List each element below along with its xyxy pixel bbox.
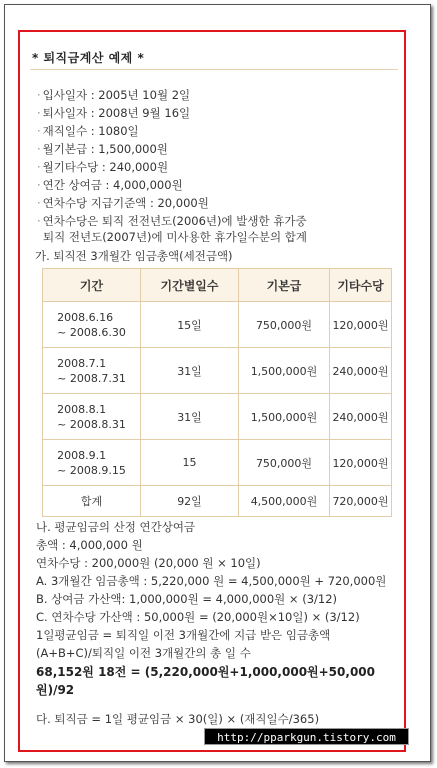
table-row	[43, 440, 392, 486]
total-base-pay: 4,500,000원	[239, 486, 330, 517]
header-period: 기간	[43, 269, 141, 302]
calc-line: B. 상여금 가산액: 1,000,000원 = 4,000,000원 × (3/12)	[36, 592, 338, 606]
days-cell: 15일	[141, 302, 239, 348]
days-cell: 15	[141, 440, 239, 486]
document-title: * 퇴직금계산 예제 *	[30, 46, 398, 70]
table-header-row	[43, 269, 392, 302]
base-pay-cell: 750,000원	[239, 302, 330, 348]
info-line: · 연차수당은 퇴직 전전년도(2006년)에 발생한 휴가중	[37, 214, 307, 228]
watermark-url: http://pparkgun.tistory.com	[204, 728, 409, 745]
table-row	[43, 302, 392, 348]
header-base-pay: 기본급	[239, 269, 330, 302]
table-row	[43, 348, 392, 394]
period-cell: 2008.6.16 ~ 2008.6.30	[43, 302, 141, 348]
base-pay-cell: 1,500,000원	[239, 394, 330, 440]
calc-line: A. 3개월간 임금총액 : 5,220,000 원 = 4,500,000원 + 720,000원	[36, 574, 387, 588]
calc-line: (A+B+C)/퇴직일 이전 3개월간의 총 일 수	[36, 646, 251, 660]
days-cell: 31일	[141, 348, 239, 394]
result-line-continued: 원)/92	[36, 683, 75, 697]
table-row	[43, 394, 392, 440]
allowance-cell: 120,000원	[330, 440, 392, 486]
info-line: · 재직일수 : 1080일	[37, 124, 139, 138]
calc-line: 연차수당 : 200,000원 (20,000 원 × 10일)	[36, 556, 261, 570]
allowance-cell: 120,000원	[330, 302, 392, 348]
table-total-row	[43, 486, 392, 517]
header-other-allowance: 기타수당	[330, 269, 392, 302]
allowance-cell: 240,000원	[330, 394, 392, 440]
info-line-continued: 퇴직 전년도(2007년)에 미사용한 휴가일수분의 합계	[43, 230, 307, 244]
section-b-title: 나. 평균임금의 산정 연간상여금	[36, 520, 196, 534]
period-cell: 2008.9.1 ~ 2008.9.15	[43, 440, 141, 486]
total-label: 합계	[43, 486, 141, 517]
allowance-cell: 240,000원	[330, 348, 392, 394]
total-days: 92일	[141, 486, 239, 517]
info-line: · 입사일자 : 2005년 10월 2일	[37, 88, 191, 102]
wage-table	[42, 268, 392, 517]
period-cell: 2008.7.1 ~ 2008.7.31	[43, 348, 141, 394]
info-line: · 퇴사일자 : 2008년 9월 16일	[37, 106, 191, 120]
calc-line: 총액 : 4,000,000 원	[36, 538, 143, 552]
period-cell: 2008.8.1 ~ 2008.8.31	[43, 394, 141, 440]
info-line: · 연간 상여금 : 4,000,000원	[37, 178, 183, 192]
base-pay-cell: 1,500,000원	[239, 348, 330, 394]
days-cell: 31일	[141, 394, 239, 440]
info-line: · 연차수당 지급기준액 : 20,000원	[37, 196, 209, 210]
info-line: · 월기본급 : 1,500,000원	[37, 142, 168, 156]
result-line: 68,152원 18전 = (5,220,000원+1,000,000원+50,000	[36, 665, 375, 679]
section-c-formula: 다. 퇴직금 = 1일 평균임금 × 30(일) × (재직일수/365)	[36, 712, 320, 726]
base-pay-cell: 750,000원	[239, 440, 330, 486]
section-a-title: 가. 퇴직전 3개월간 임금총액(세전금액)	[35, 249, 233, 263]
header-days: 기간별일수	[141, 269, 239, 302]
calc-line: C. 연차수당 가산액 : 50,000원 = (20,000원×10일) × (3/12)	[36, 610, 360, 624]
total-allowance: 720,000원	[330, 486, 392, 517]
info-line: · 월기타수당 : 240,000원	[37, 160, 169, 174]
calc-line: 1일평균임금 = 퇴직일 이전 3개월간에 지급 받은 임금총액	[36, 628, 331, 642]
